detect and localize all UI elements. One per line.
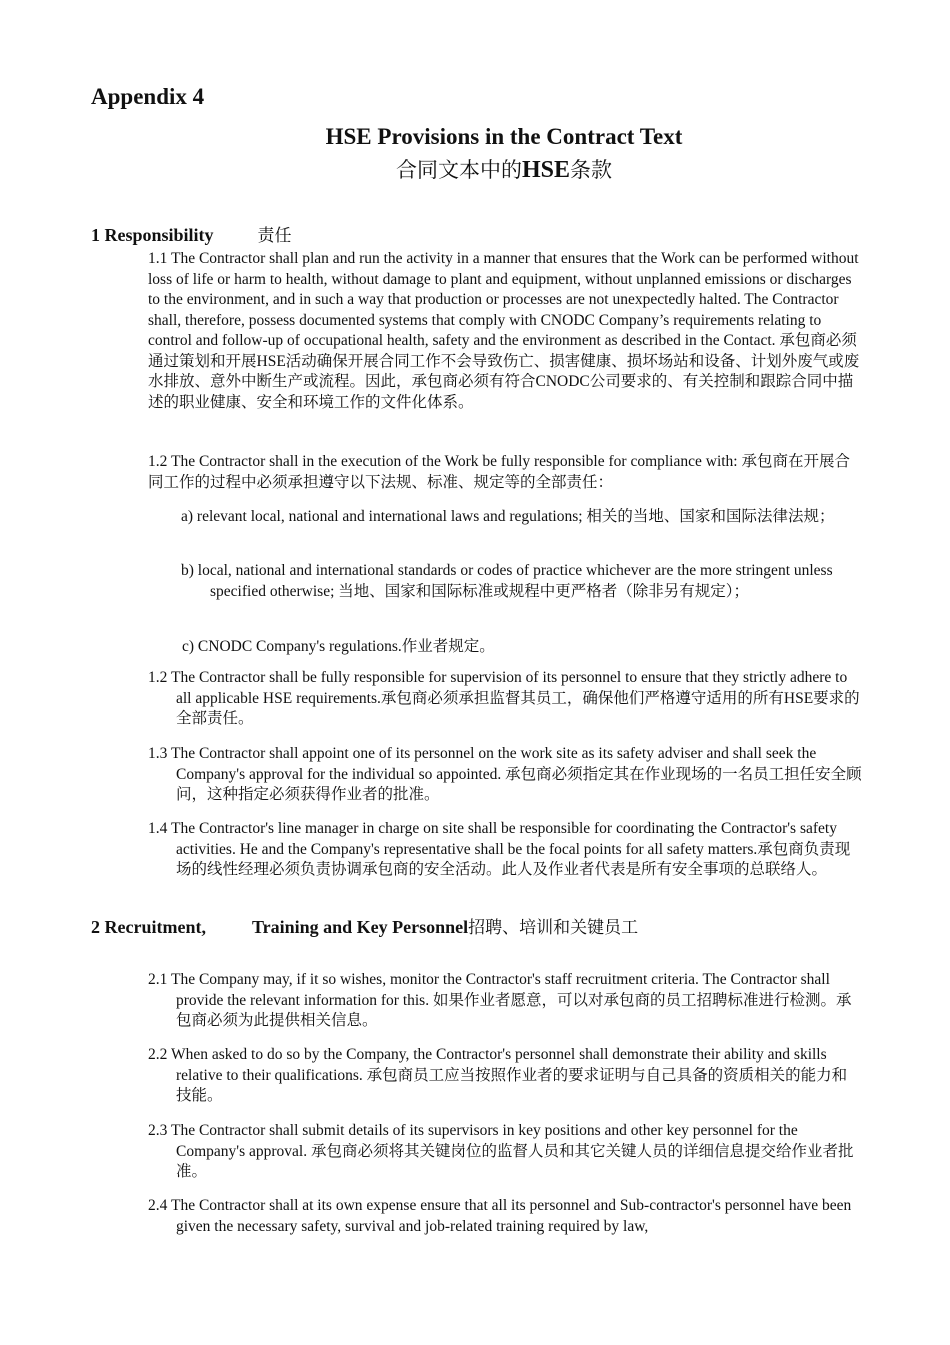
title-zh-suffix: 条款 [570, 158, 613, 182]
clause-1-1: 1.1 The Contractor shall plan and run the activity in a manner that ensures that the Work can be performed without loss of life or harm to health, without damage to plant and equipment, without unplanned emissions or discharges to the environment, and in such a way that production or processes are not unexpectedly halted. The Contractor shall, therefore, possess documented systems that comply with CNODC Company’s requirements relating to control and follow-up of occupational health, safety and the environment as described in the Contact. 承包商必须通过策划和开展HSE活动确保开展合同工作不会导致伤亡、损害健康、损坏场站和设备、计划外废气或废水排放、意外中断生产或流程。因此，承包商必须有符合CNODC公司要求的、有关控制和跟踪合同中描述的职业健康、安全和环境工作的文件化体系。 [148, 250, 860, 411]
clause-2-1: 2.1 The Company may, if it so wishes, monitor the Contractor's staff recruitment criteria. The Contractor shall provide the relevant information for this. 如果作业者愿意，可以对承包商的员工招聘标准进行检测。承包商必须为此提供相关信息。 [148, 971, 852, 1029]
clause-1-2b: 1.2 The Contractor shall be fully responsible for supervision of its personnel to ensure that they strictly adhere to all applicable HSE requirements.承包商必须承担监督其员工，确保他们严格遵守适用的所有HSE要求的全部责任。 [148, 669, 860, 727]
section-2-title-a: 2 Recruitment, [91, 917, 206, 937]
document-title-en: HSE Provisions in the Contract Text [325, 124, 683, 149]
clause-2-2: 2.2 When asked to do so by the Company, the Contractor's personnel shall demonstrate their ability and skills relative to their qualifications. 承包商员工应当按照作业者的要求证明与自己具备的资质相关的能力和技能。 [148, 1046, 848, 1104]
appendix-label: Appendix 4 [91, 84, 205, 109]
list-item-b: b) local, national and international standards or codes of practice whichever are the more stringent unless specified otherwise; 当地、国家和国际标准或规程中更严格者（除非另有规定）； [181, 562, 833, 600]
list-item-c: c) CNODC Company's regulations.作业者规定。 [182, 638, 495, 655]
section-2-heading [91, 913, 638, 938]
clause-1-4: 1.4 The Contractor's line manager in charge on site shall be responsible for coordinating the Contractor's safety activities. He and the Company's representative shall be the focal points for all safety matters.承包商负责现场的线性经理必须负责协调承包商的安全活动。此人及作业者代表是所有安全事项的总联络人。 [148, 820, 851, 878]
title-zh-prefix: 合同文本中的 [395, 158, 522, 182]
section-2-title-b: Training and Key Personnel [251, 917, 469, 937]
clause-1-2: 1.2 The Contractor shall in the execution of the Work be fully responsible for compliance with: 承包商在开展合同工作的过程中必须承担遵守以下法规、标准、规定等的全部责任： [148, 453, 850, 491]
section-1-heading [91, 221, 292, 246]
clause-1-3: 1.3 The Contractor shall appoint one of its personnel on the work site as its safety adviser and shall seek the Company's approval for the individual so appointed. 承包商必须指定其在作业现场的一名员工担任安全顾问，这种指定必须获得作业者的批准。 [148, 745, 862, 803]
section-1-title: 1 Responsibility [91, 225, 214, 245]
list-item-a: a) relevant local, national and international laws and regulations; 相关的当地、国家和国际法律法规； [181, 508, 835, 525]
clause-2-3: 2.3 The Contractor shall submit details of its supervisors in key positions and other key personnel for the Company's approval. 承包商必须将其关键岗位的监督人员和其它关键人员的详细信息提交给作业者批准。 [148, 1122, 854, 1180]
title-zh-hse: HSE [521, 157, 571, 183]
clause-2-4: 2.4 The Contractor shall at its own expense ensure that all its personnel and Sub-contractor's personnel have been given the necessary safety, survival and job-related training required by law, [148, 1197, 852, 1235]
section-1-title-zh: 责任 [257, 226, 292, 246]
section-2-title-zh: 招聘、培训和关键员工 [468, 918, 639, 938]
document-title-zh [0, 154, 950, 184]
